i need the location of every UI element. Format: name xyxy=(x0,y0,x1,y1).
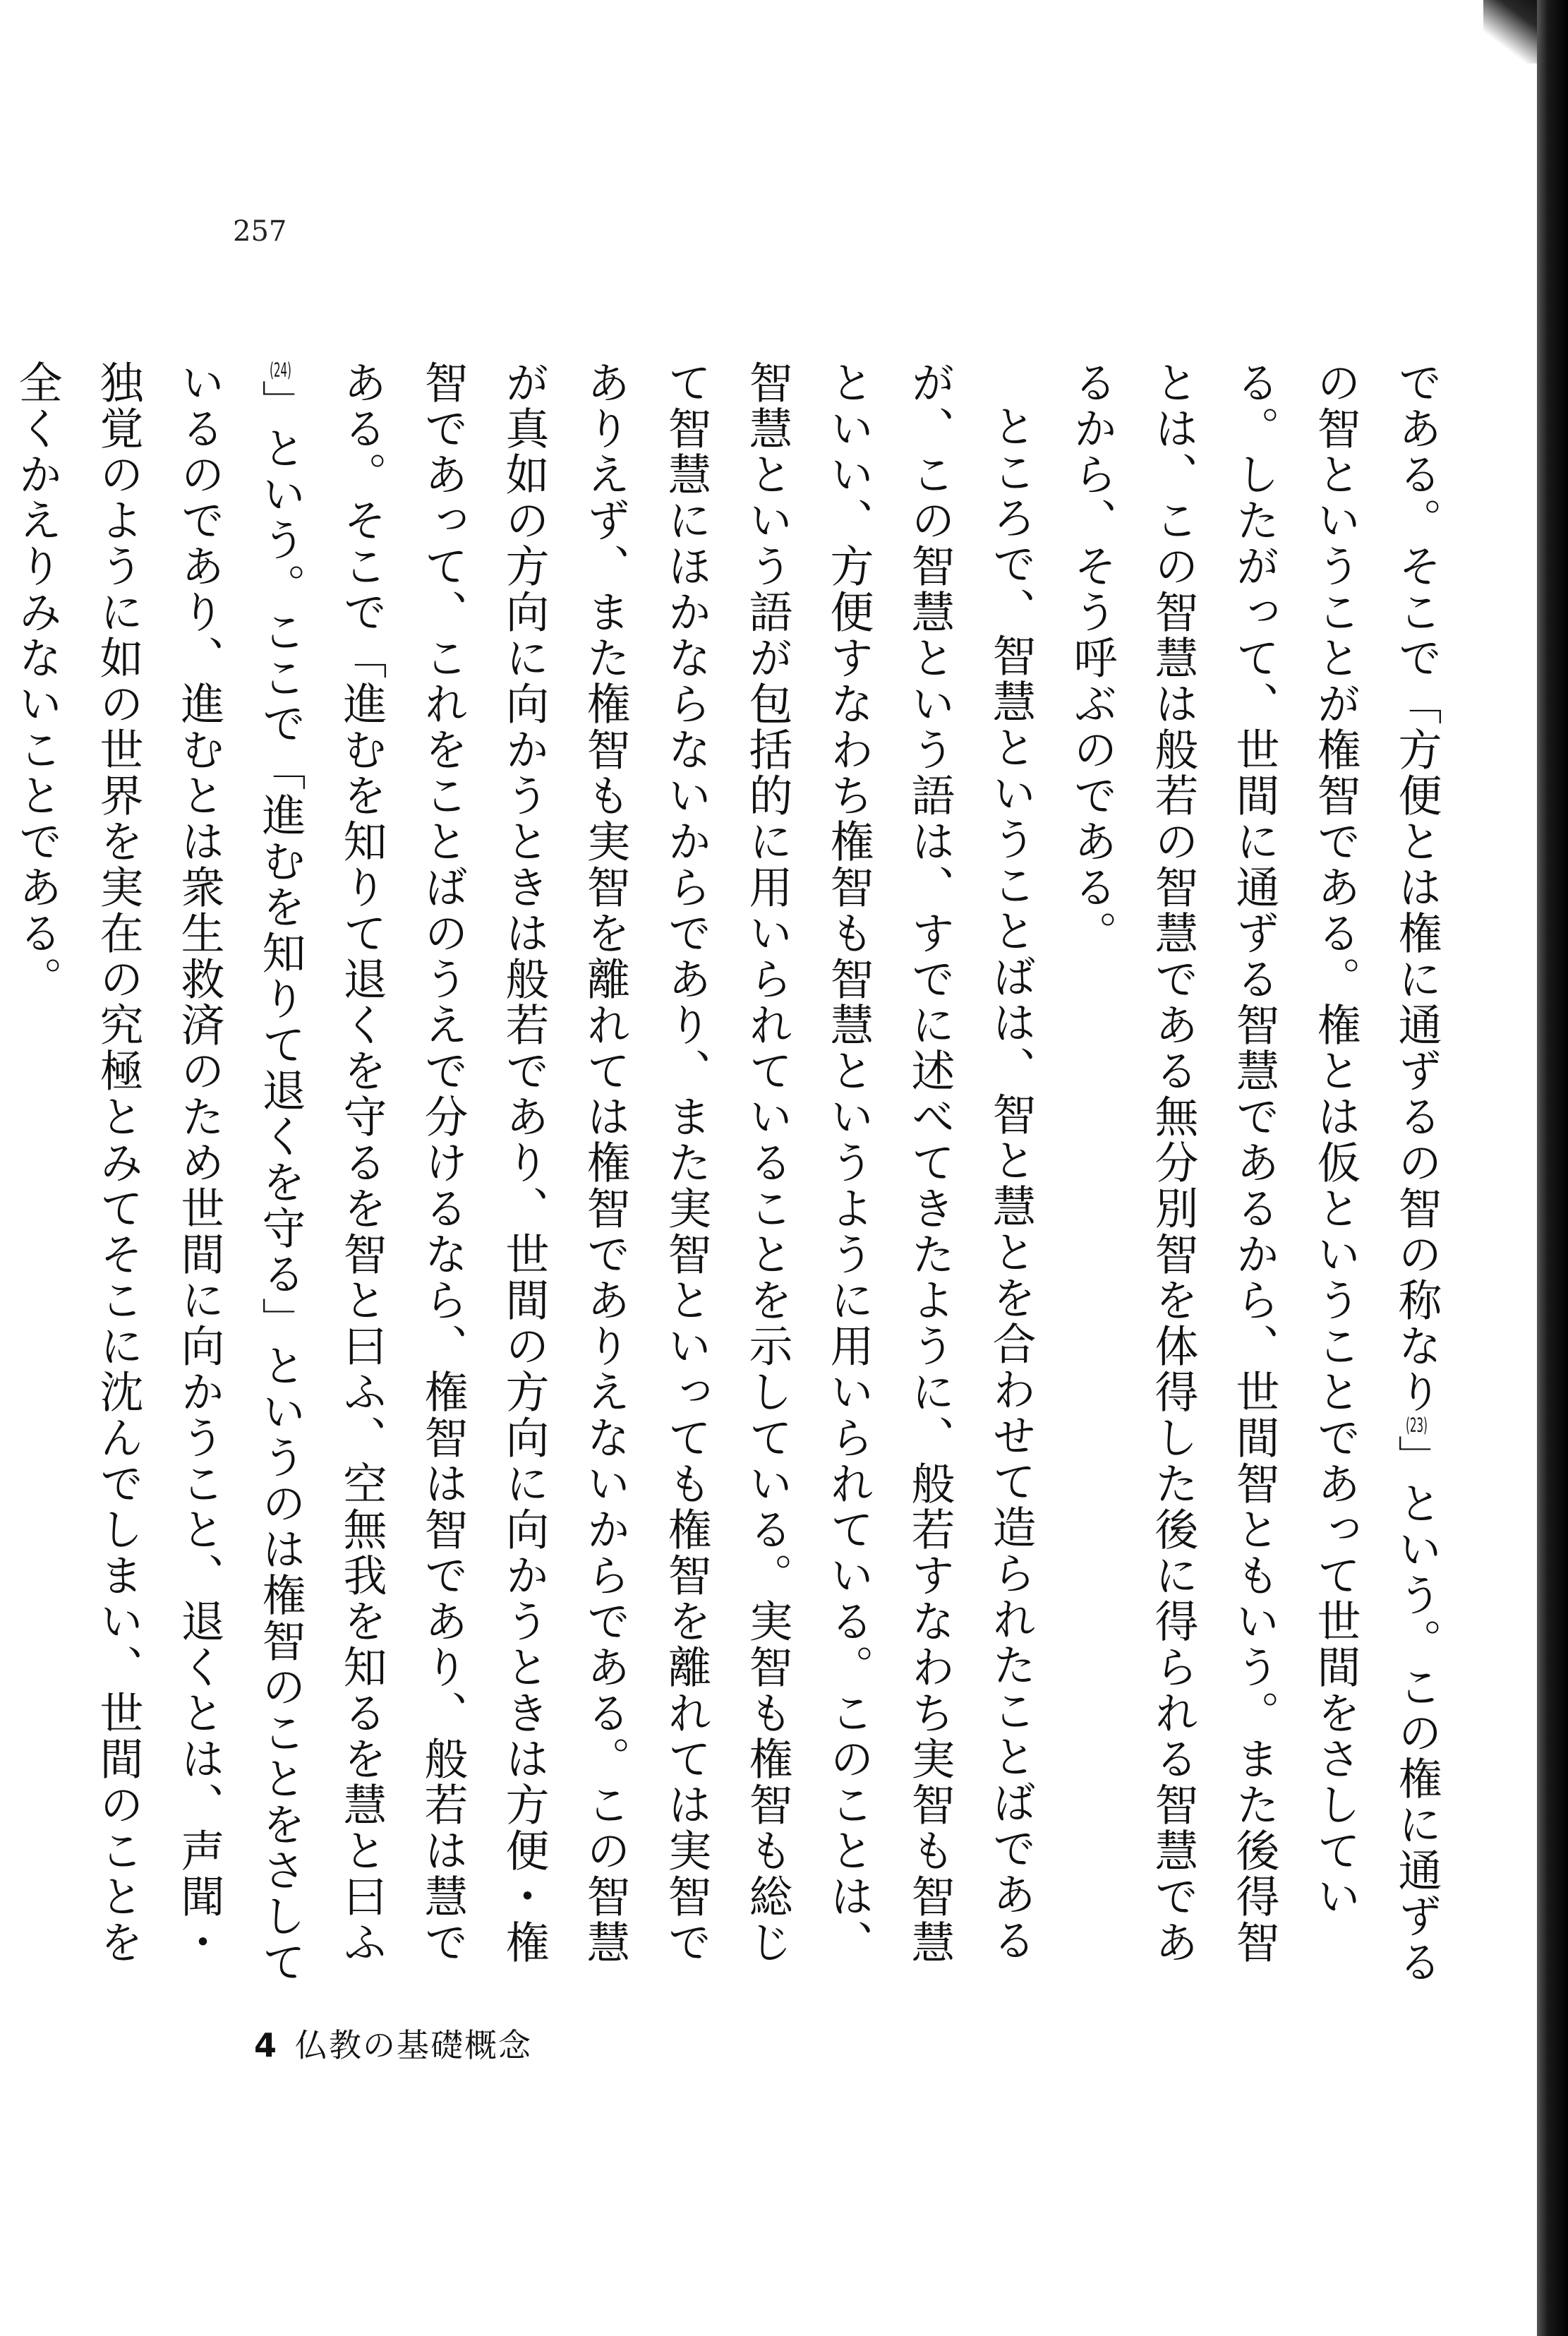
footnote-marker-23: (23) xyxy=(1406,1415,1428,1435)
scan-edge-shadow xyxy=(1537,0,1568,2336)
footnote-marker-24: (24) xyxy=(270,360,291,380)
paragraph-1 xyxy=(1051,360,1457,1990)
paragraph-text: 」という。ここで「進むを知りて退くを守る」というのは権智のことをさしているのであり、進むとは衆生救済のため世間に向かうこと、退くとは、声聞・独覚のように如の世界を実在の究極とみてそこに沈んでしまい、世間のことを全くかえりみないことである。 xyxy=(11,360,306,1985)
paragraph-text: 」という。この権に通ずるの智ということが権智である。権とは仮ということであって世間をさしている。したがって、世間に通ずる智慧であるから、世間智ともいう。また後得智とは、この智慧は般若の智慧である無分別智を体得した後に得られる智慧であるから、そう呼ぶのである。 xyxy=(1066,360,1442,1985)
paragraph-text: である。そこで「方便とは権に通ずるの智の称なり xyxy=(1391,360,1442,1415)
chapter-title: 仏教の基礎概念 xyxy=(295,2026,533,2064)
running-footer xyxy=(254,2020,532,2066)
page-number: 257 xyxy=(233,215,287,248)
paragraph-2 xyxy=(0,360,1051,1990)
chapter-number: 4 xyxy=(254,2026,279,2064)
paragraph-text: ところで、智慧ということばは、智と慧とを合わせて造られたことばであるが、この智慧という語は、すでに述べてきたように、般若すなわち実智も智慧といい、方便すなわち権智も智慧というように用いられている。このことは、智慧という語が包括的に用いられていることを示している。実智も権智も総じて智慧にほかならないからであり、また実智といっても権智を離れては実智でありえず、また権智も実智を離れては権智でありえないからである。この智慧が真如の方向に向かうときは般若であり、世間の方向に向かうときは方便・権智であって、これをことばのうえで分けるなら、権智は智であり、般若は慧である。そこで「進むを知りて退くを守るを智と曰ふ、空無我を知るを慧と曰ふ xyxy=(336,360,1037,1965)
vertical-body-text xyxy=(11,360,1457,1990)
